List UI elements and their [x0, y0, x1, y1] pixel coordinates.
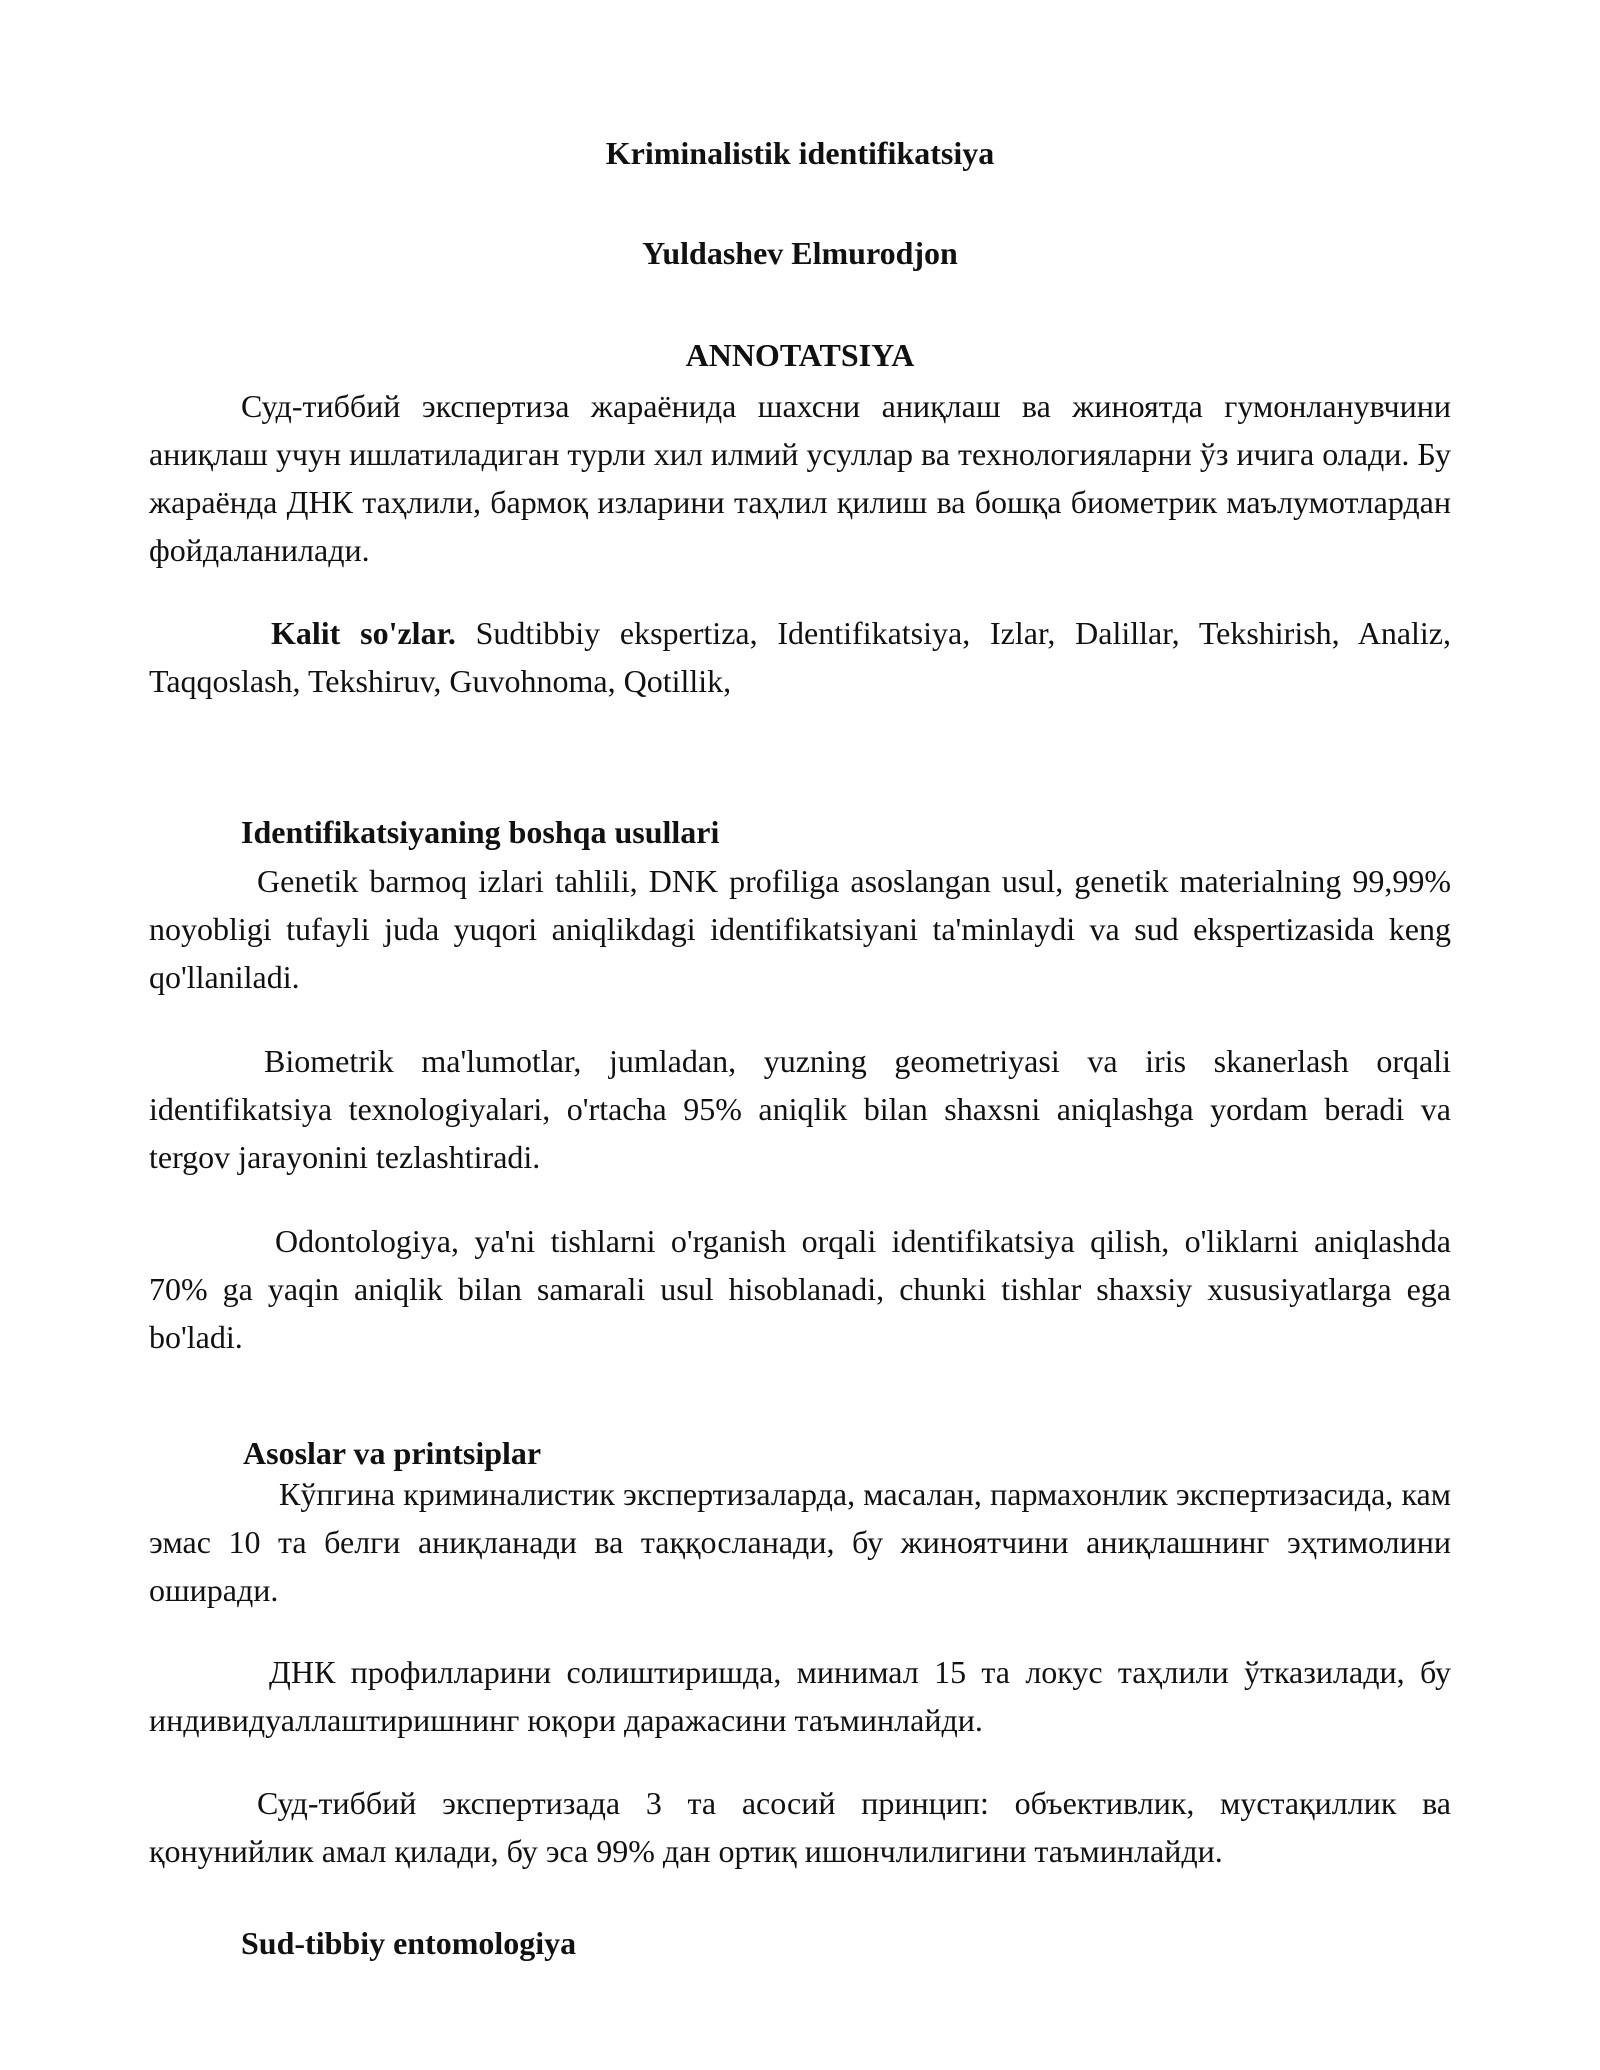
keywords-label: Kalit so'zlar. — [271, 615, 456, 651]
paragraph-biometrics: Biometrik ma'lumotlar, jumladan, yuzning geometriyasi va iris skanerlash orqali identifikatsiya texnologiyalari, o'rtacha 95% aniqlik bilan shaxsni aniqlashga yordam beradi va tergov jarayonini tezlashtiradi. — [149, 1043, 1451, 1175]
section-heading-principles: Asoslar va printsiplar — [243, 1435, 542, 1471]
paragraph-genetic-fingerprints: Genetik barmoq izlari tahlili, DNK profiliga asoslangan usul, genetik materialning 99,99% noyobligi tufayli juda yuqori aniqlikdagi identifikatsiyani ta'minlaydi va sud ekspertizasida keng qo'llaniladi. — [149, 863, 1451, 995]
paragraph-odontology: Odontologiya, ya'ni tishlarni o'rganish orqali identifikatsiya qilish, o'liklarni aniqlashda 70% ga yaqin aniqlik bilan samarali usul hisoblanadi, chunki tishlar shaxsiy xususiyatlarga ega bo'ladi. — [149, 1223, 1451, 1355]
document-title: Kriminalistik identifikatsiya — [605, 135, 995, 171]
section-heading-entomology: Sud-tibbiy entomologiya — [241, 1925, 577, 1961]
annotation-paragraph: Суд-тиббий экспертиза жараёнида шахсни аниқлаш ва жиноятда гумонланувчини аниқлаш учун ишлатиладиган турли хил илмий усуллар ва технологияларни ўз ичига олади. Бу жараёнда ДНК таҳлили, бармоқ изларини таҳлил қилиш ва бошқа биометрик маълумотлардан фойдаланилади. — [149, 388, 1451, 568]
paragraph-principles: Суд-тиббий экспертизада 3 та асосий принцип: объективлик, мустақиллик ва қонунийлик амал қилади, бу эса 99% дан ортиқ ишончлилигини таъминлайди. — [149, 1785, 1451, 1869]
paragraph-features-comparison: Кўпгина криминалистик экспертизаларда, масалан, пармахонлик экспертизасида, кам эмас 10 та белги аниқланади ва таққосланади, бу жиноятчини аниқлашнинг эҳтимолини оширади. — [149, 1476, 1451, 1608]
annotation-heading: ANNOTATSIYA — [685, 337, 915, 373]
paragraph-dna-loci: ДНК профилларини солиштиришда, минимал 15 та локус таҳлили ўтказилади, бу индивидуаллаштиришнинг юқори даражасини таъминлайди. — [149, 1654, 1451, 1738]
author-name: Yuldashev Elmurodjon — [642, 235, 958, 271]
keywords-paragraph — [149, 609, 1451, 705]
section-heading-identification-methods: Identifikatsiyaning boshqa usullari — [241, 814, 720, 850]
keywords-list: Sudtibbiy ekspertiza, Identifikatsiya, Izlar, Dalillar, Tekshirish, Analiz, Taqqoslash, Tekshiruv, Guvohnoma, Qotillik, — [149, 615, 1451, 699]
